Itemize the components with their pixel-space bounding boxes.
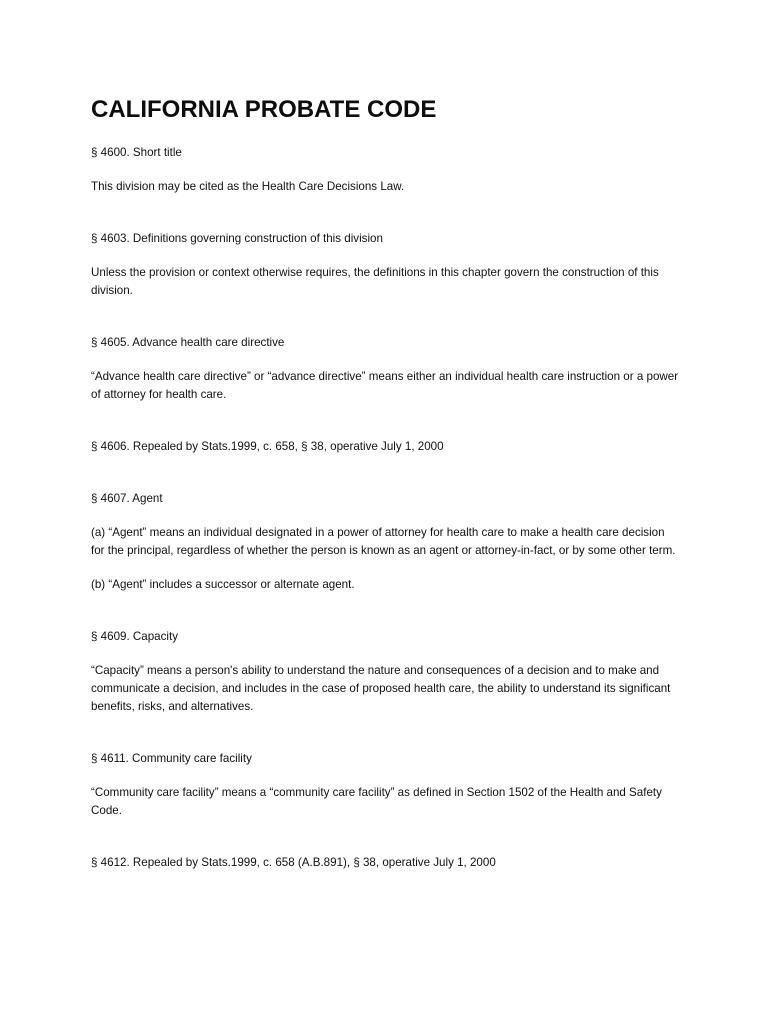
section-heading: § 4611. Community care facility bbox=[91, 752, 252, 765]
section-heading: § 4609. Capacity bbox=[91, 630, 179, 643]
section-heading: § 4612. Repealed by Stats.1999, c. 658 (A.B.891), § 38, operative July 1, 2000 bbox=[91, 856, 496, 869]
section-heading: § 4605. Advance health care directive bbox=[91, 336, 285, 349]
document-page bbox=[91, 95, 681, 888]
section-paragraph: (a) “Agent” means an individual designated in a power of attorney for health care to make a health care decision for the principal, regardless of whether the person is known as an agent or attorney-in-fact, or by some other term. bbox=[91, 526, 676, 557]
section-paragraph: Unless the provision or context otherwise requires, the definitions in this chapter govern the construction of this division. bbox=[91, 266, 659, 297]
section-paragraph: “Community care facility” means a “community care facility” as defined in Section 1502 of the Health and Safety Code. bbox=[91, 786, 662, 817]
section-paragraph: This division may be cited as the Health Care Decisions Law. bbox=[91, 180, 405, 193]
section-paragraph: “Capacity” means a person's ability to understand the nature and consequences of a decision and to make and communicate a decision, and includes in the case of proposed health care, the ability to understand its significant benefits, risks, and alternatives. bbox=[91, 664, 671, 713]
section-4600 bbox=[91, 144, 681, 196]
section-heading: § 4606. Repealed by Stats.1999, c. 658, § 38, operative July 1, 2000 bbox=[91, 440, 444, 453]
section-heading: § 4607. Agent bbox=[91, 492, 163, 505]
section-heading: § 4603. Definitions governing construction of this division bbox=[91, 232, 383, 245]
section-4603 bbox=[91, 230, 681, 300]
section-4606 bbox=[91, 438, 681, 456]
section-4605 bbox=[91, 334, 681, 404]
section-4612 bbox=[91, 854, 681, 872]
section-heading: § 4600. Short title bbox=[91, 146, 182, 159]
section-4611 bbox=[91, 750, 681, 820]
document-title: CALIFORNIA PROBATE CODE bbox=[91, 96, 437, 123]
section-4609 bbox=[91, 628, 681, 716]
section-paragraph: (b) “Agent” includes a successor or alternate agent. bbox=[91, 578, 355, 591]
section-4607 bbox=[91, 490, 681, 594]
section-paragraph: “Advance health care directive” or “advance directive” means either an individual health care instruction or a power of attorney for health care. bbox=[91, 370, 679, 401]
